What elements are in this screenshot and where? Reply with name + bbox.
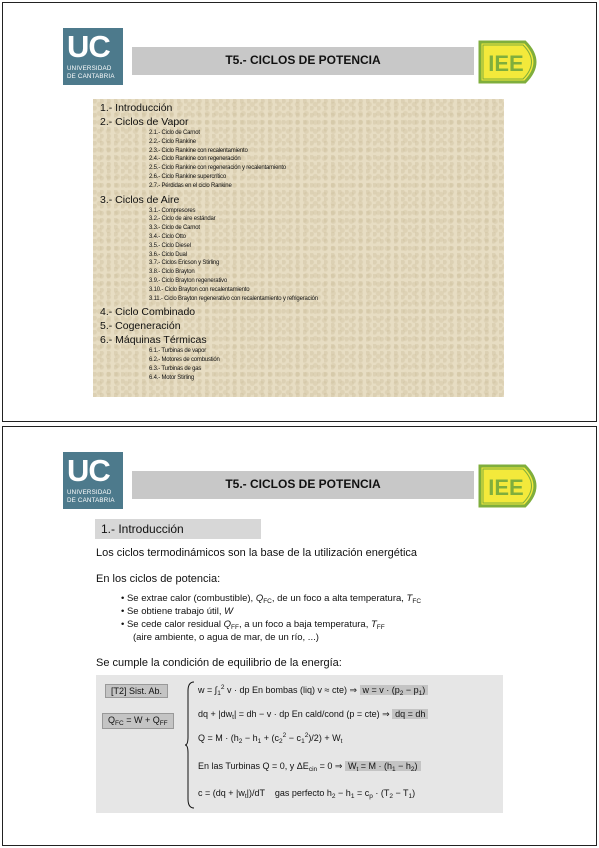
subscript: FF: [376, 624, 385, 631]
uc-logo-line2: DE CANTABRIA: [67, 497, 115, 504]
symbol-q: Q: [108, 715, 116, 725]
title-bar: [132, 471, 474, 499]
uc-logo-line1: UNIVERSIDAD: [67, 65, 112, 72]
toc-subsection: 6.3.- Turbinas de gas: [149, 366, 202, 372]
toc-section: 1.- Introducción: [100, 102, 173, 114]
toc-subsection: 3.7.- Ciclos Ericson y Stirling: [149, 260, 220, 267]
symbol-q: Q: [255, 593, 264, 604]
eq-text: ): [412, 788, 416, 798]
toc-section: 5.- Cogeneración: [100, 320, 181, 333]
iee-logo-text: IEE: [488, 51, 524, 76]
equation-turbine: [198, 761, 421, 773]
eq-text: dq + |dw: [198, 709, 233, 719]
uc-logo-letters: UC: [67, 453, 110, 488]
toc-subsection: 3.2.- Ciclo de aire estándar: [149, 216, 216, 223]
superscript: 2: [220, 684, 225, 691]
subscript: FF: [159, 720, 168, 727]
toc-subsection: 3.11.- Ciclo Brayton regenerativo con recalentamiento y refrigeración: [149, 295, 318, 302]
eq-text: ): [414, 761, 418, 771]
subscript: 1: [257, 738, 262, 745]
bullet-heat-rejection-note: (aire ambiente, o agua de mar, de un río, ...): [133, 632, 319, 643]
equation-pump-work: [198, 684, 428, 697]
toc-subsection: 3.3.- Ciclo de Carnot: [149, 225, 200, 232]
bullet-heat-rejection: • Se cede calor residual $Q_{FF}$, a un foco a baja temperatura, $T_{FF}$: [121, 619, 385, 631]
equation-brace: [184, 681, 196, 809]
slide-title: T5.- CICLOS DE POTENCIA: [225, 53, 381, 67]
eq-text: − p: [403, 685, 419, 695]
toc-subsection: 2.6.- Ciclo Rankine supercrítico: [149, 174, 226, 180]
toc-section: 2.- Ciclos de Vapor: [100, 116, 189, 128]
slide-1: [2, 2, 597, 422]
subscript: 1: [217, 690, 221, 697]
subscript: t: [232, 714, 234, 721]
equation-specific-heat: [198, 788, 415, 800]
eq-text: − h: [242, 733, 258, 743]
tag-open-system: [T2] Sist. Ab.: [105, 684, 168, 698]
eq-text: = 0 ⇒: [317, 761, 345, 771]
subscript: t: [244, 793, 247, 800]
toc-subsection: 2.2.- Ciclo Rankine: [149, 138, 196, 145]
slide-title: T5.- CICLOS DE POTENCIA: [225, 477, 381, 491]
eq-highlight: [345, 761, 421, 771]
toc-subsection: 2.5.- Ciclo Rankine con regeneración y recalentamiento: [149, 165, 286, 172]
section-heading: 1.- Introducción: [101, 522, 184, 536]
iee-logo-text: IEE: [488, 475, 524, 500]
bullet-text: Se obtiene trabajo útil,: [126, 606, 225, 617]
symbol-w: W: [224, 606, 234, 617]
cycles-lead-text: En los ciclos de potencia:: [96, 573, 221, 585]
toc-subsection: 6.4.- Motor Stirling: [149, 374, 195, 381]
bullet-work-output: • Se obtiene trabajo útil, W: [121, 606, 234, 617]
subscript: 2: [399, 690, 404, 697]
energy-balance-text: Se cumple la condición de equilibrio de la energía:: [96, 657, 342, 669]
subscript: 2: [389, 793, 393, 800]
equations-panel: [96, 675, 503, 813]
subscript: t: [356, 766, 359, 773]
toc-subsection: 3.10.- Ciclo Brayton con recalentamiento: [149, 286, 250, 293]
slide-header: [63, 28, 547, 85]
subscript: 2: [238, 738, 243, 745]
toc-subsection: 3.8.- Ciclo Brayton: [149, 269, 195, 276]
subscript: FC: [412, 598, 422, 605]
toc-subsection: 3.6.- Ciclo Dual: [149, 251, 187, 258]
toc-subsection: 3.4.- Ciclo Otto: [149, 234, 186, 240]
eq-text: − c: [286, 733, 302, 743]
iee-logo: [477, 39, 547, 85]
bullet-text: , a un foco a baja temperatura,: [238, 619, 371, 630]
eq-text: W: [347, 761, 357, 771]
eq-text: Q = M · (h: [198, 733, 239, 743]
toc-section: 4.- Ciclo Combinado: [100, 306, 196, 319]
eq-text: − h: [335, 788, 351, 798]
eq-text: gas perfecto h: [274, 788, 332, 798]
toc-section: 6.- Máquinas Térmicas: [100, 334, 207, 347]
subscript: FF: [231, 624, 239, 631]
toc-subsection: 3.1.- Compresores: [149, 207, 196, 214]
subscript: 1: [408, 793, 413, 800]
symbol-q: Q: [223, 619, 231, 630]
uc-logo-subtitle: [67, 65, 115, 81]
uc-logo: [63, 452, 123, 509]
toc-section: 3.- Ciclos de Aire: [100, 193, 180, 206]
eq-text: ): [422, 685, 426, 695]
eq-text: v · dp En bombas (liq) v ≈ cte) ⇒: [224, 685, 360, 695]
eq-text: = c: [354, 788, 370, 798]
tag-energy-balance: [102, 713, 174, 729]
toc-subsection: 2.4.- Ciclo Rankine con regeneración: [149, 156, 241, 163]
subscript: t: [340, 738, 343, 745]
table-of-contents: [93, 99, 504, 397]
eq-text: · (T: [372, 788, 390, 798]
equation-boiler-heat: [198, 709, 428, 721]
eq-text: En las Turbinas Q = 0, y ΔE: [198, 761, 309, 771]
tag-text: = W + Q: [123, 715, 160, 725]
eq-highlight: [360, 685, 429, 695]
subscript: FC: [115, 720, 124, 727]
toc-subsection: 6.2.- Motores de combustión: [149, 357, 220, 364]
subscript: 1: [350, 793, 355, 800]
eq-text: w = ∫: [198, 685, 218, 695]
bullet-text: Se cede calor residual: [126, 619, 224, 630]
bullet-heat-input: • Se extrae calor (combustible), $Q_{FC}$, de un foco a alta temperatura, $T_{FC}$: [121, 593, 422, 605]
section-heading-box: [95, 519, 261, 539]
subscript: p: [369, 793, 373, 800]
uc-logo-line1: UNIVERSIDAD: [67, 489, 112, 496]
uc-logo-line2: DE CANTABRIA: [67, 73, 115, 80]
subscript: 1: [392, 766, 396, 773]
eq-text: c = (dq + |w: [198, 788, 245, 798]
slide-2: [2, 426, 597, 846]
subscript: 2: [331, 793, 336, 800]
subscript: 1: [418, 690, 423, 697]
subscript: 2: [410, 766, 415, 773]
toc-subsection: 3.5.- Ciclo Diesel: [149, 242, 191, 249]
symbol-t: T: [370, 619, 377, 630]
eq-text: |)/dT: [246, 788, 265, 798]
toc-subsection: 6.1.- Turbinas de vapor: [149, 348, 207, 355]
eq-text: = M · (h: [358, 761, 393, 771]
subscript: 1: [301, 738, 305, 745]
uc-logo-letters: UC: [67, 29, 110, 64]
eq-text: w = v · (p: [362, 685, 400, 695]
uc-logo: [63, 28, 123, 85]
bullet-text: , de un foco a alta temperatura,: [271, 593, 407, 604]
iee-logo: [477, 463, 547, 509]
intro-text: Los ciclos termodinámicos son la base de la utilización energética: [96, 547, 418, 559]
bullet-text: Se extrae calor (combustible),: [126, 593, 256, 604]
toc-subsection: 2.7.- Pérdidas en el ciclo Rankine: [149, 182, 232, 189]
toc-subsection: 2.1.- Ciclo de Carnot: [149, 130, 200, 136]
subscript: cin: [308, 766, 318, 773]
eq-text: − T: [392, 788, 409, 798]
toc-subsection: 3.9.- Ciclo Brayton regenerativo: [149, 278, 227, 284]
symbol-t: T: [406, 593, 413, 604]
equation-energy: [198, 732, 342, 745]
eq-text: )/2) + W: [308, 733, 341, 743]
eq-text: + (c: [261, 733, 280, 743]
eq-text: | = dh − v · dp En cald/cond (p = cte) ⇒: [233, 709, 393, 719]
eq-highlight: dq = dh: [392, 709, 428, 719]
eq-text: − h: [395, 761, 411, 771]
superscript: 2: [282, 732, 287, 739]
toc-subsection: 2.3.- Ciclo Rankine con recalentamiento: [149, 147, 248, 154]
superscript: 2: [304, 732, 309, 739]
subscript: 2: [279, 738, 283, 745]
title-bar: [132, 47, 474, 75]
subscript: FC: [263, 598, 272, 605]
slide-header: [63, 452, 547, 509]
uc-logo-subtitle: [67, 489, 115, 505]
